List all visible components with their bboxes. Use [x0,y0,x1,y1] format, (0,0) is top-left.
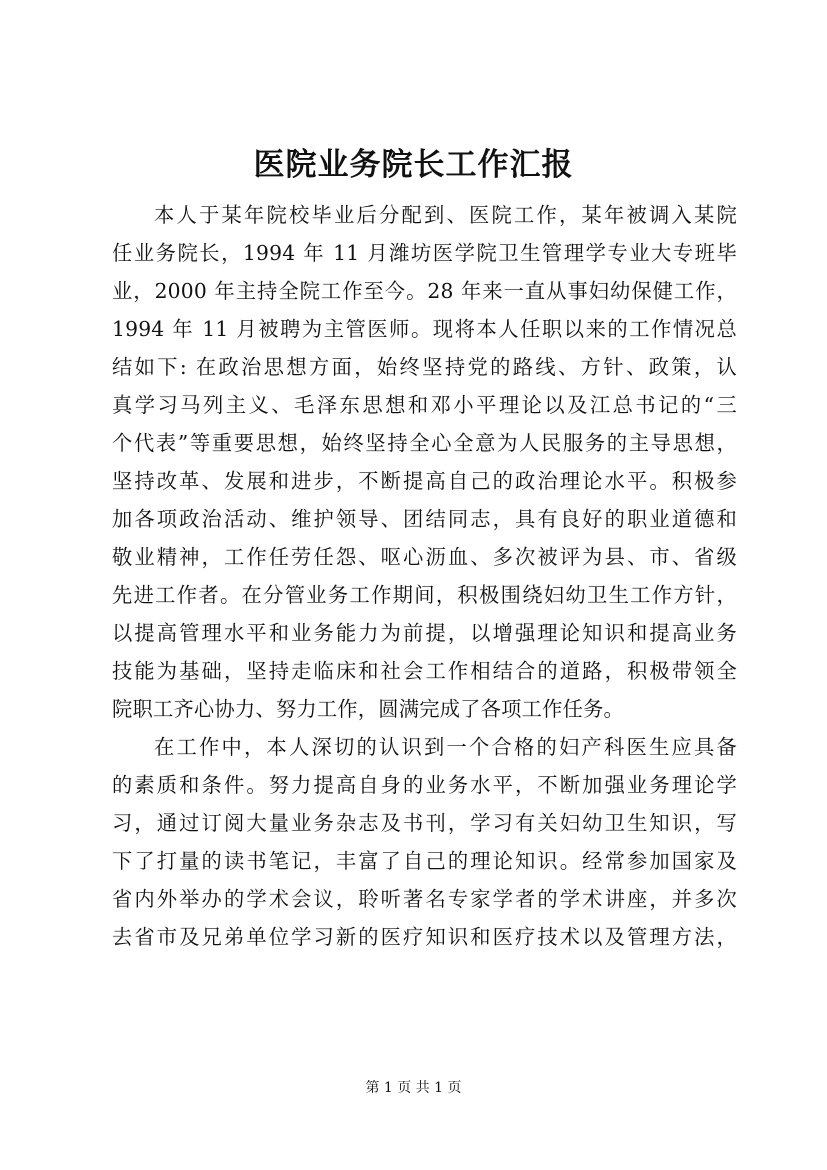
text-line: 任业务院长，1994 年 11 月潍坊医学院卫生管理学专业大专班毕 [112,241,737,265]
text-line: 结如下: 在政治思想方面，始终坚持党的路线、方针、政策，认 [112,355,737,379]
text-line: 技能为基础，坚持走临床和社会工作相结合的道路，积极带领全 [112,659,737,683]
page-footer: 第 1 页 共 1 页 [365,1080,462,1096]
text-line: 院职工齐心协力、努力工作，圆满完成了各项工作任务。 [112,697,625,721]
text-line: 的素质和条件。努力提高自身的业务水平，不断加强业务理论学 [112,773,737,797]
paragraph-1 [112,196,737,728]
text-line: 先进工作者。在分管业务工作期间，积极围绕妇幼卫生工作方针， [112,583,737,607]
text-line: 习，通过订阅大量业务杂志及书刊，学习有关妇幼卫生知识，写 [112,811,737,835]
text-line: 以提高管理水平和业务能力为前提，以增强理论知识和提高业务 [112,621,737,645]
document-title: 医院业务院长工作汇报 [253,147,574,183]
text-line: 本人于某年院校毕业后分配到、医院工作，某年被调入某院 [154,203,737,227]
text-line: 坚持改革、发展和进步，不断提高自己的政治理论水平。积极参 [112,469,737,493]
text-line: 省内外举办的学术会议，聆听著名专家学者的学术讲座，并多次 [112,887,737,911]
text-line: 1994 年 11 月被聘为主管医师。现将本人任职以来的工作情况总 [112,317,737,341]
text-line: 下了打量的读书笔记，丰富了自己的理论知识。经常参加国家及 [112,849,737,873]
paragraph-2 [112,728,737,956]
text-line: 真学习马列主义、毛泽东思想和邓小平理论以及江总书记的“三 [112,393,737,417]
text-line: 业，2000 年主持全院工作至今。28 年来一直从事妇幼保健工作， [112,279,737,303]
text-line: 加各项政治活动、维护领导、团结同志，具有良好的职业道德和 [112,507,737,531]
text-line: 个代表”等重要思想，始终坚持全心全意为人民服务的主导思想， [112,431,737,455]
text-line: 敬业精神，工作任劳任怨、呕心沥血、多次被评为县、市、省级 [112,545,737,569]
document-body [112,196,737,956]
text-line: 在工作中，本人深切的认识到一个合格的妇产科医生应具备 [154,735,737,759]
text-line: 去省市及兄弟单位学习新的医疗知识和医疗技术以及管理方法， [112,925,737,949]
